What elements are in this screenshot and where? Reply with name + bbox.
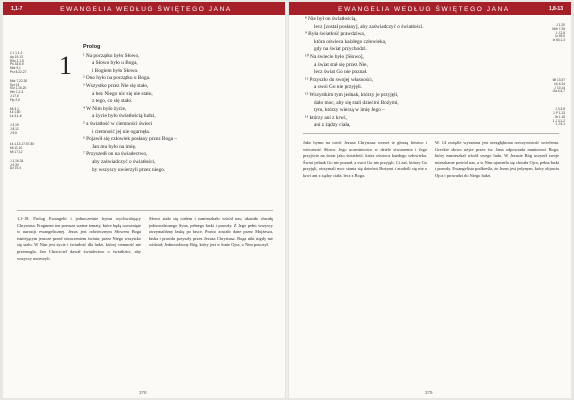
ref: J 10,14 bbox=[554, 85, 565, 90]
verse-line: a Słowo było u Boga, bbox=[92, 60, 138, 67]
ref-group bbox=[10, 143, 34, 154]
right-page bbox=[289, 2, 571, 398]
commentary-paragraph: Słowo stało się ciałem i zamieszkało wśród nas; ukazało chwałę jednorodzonego Syna, pełnego łaski i prawdy. Z Jego pełni wszyscy otrzymaliśmy łaskę po łasce. Prawo zostało dane przez Mojżesza, łaska i prawda przyszły przez Jezusa Chrystusa. Boga nikt nigdy nie widział; Jednorodzony Bóg, który jest w łonie Ojca, o Nim pouczył. bbox=[149, 216, 273, 248]
commentary-column-1 bbox=[17, 216, 141, 262]
ref-group bbox=[10, 80, 34, 103]
ref: Prz 8,22-27 bbox=[10, 69, 27, 74]
ref: Hbr 1,2-3 bbox=[10, 90, 24, 95]
ref: Mt 3,1 bbox=[10, 106, 19, 111]
ref: Mt 11,10 bbox=[10, 146, 23, 151]
verse-line: a swoi Go nie przyjęli. bbox=[314, 84, 363, 91]
verse-line: z tego, co się stało. bbox=[92, 98, 133, 105]
verse-line: ⁵ a światłość w ciemności świeci bbox=[83, 120, 153, 127]
commentary-paragraph: Jako hymn na cześć Jezusa Chrystusa werset te głoszą bóstwo i wieczność Słowa. Jego uczestnictwo w dziele stworzenia i Jego przyjście na świat jako światłość, która oświeca każdego człowieka. Świat jednak Go nie poznał, a swoi Go nie przyjęli. Ci zaś, którzy Go przyjęli, otrzymali moc stania się dziećmi Bożymi i zrodzili się nie z krwi ani z żądzy ciała, lecz z Boga. bbox=[303, 140, 427, 178]
verse-line: ¹⁰ Na świecie było [Słowo], bbox=[305, 53, 364, 60]
verse-line: która oświeca każdego człowieka, bbox=[314, 38, 387, 45]
verse-line: ³ Wszystko przez Nie się stało, bbox=[83, 82, 149, 89]
verse-line: lecz świat Go nie poznał. bbox=[314, 69, 368, 76]
book-title: EWANGELIA WEDŁUG ŚWIĘTEGO JANA bbox=[60, 5, 232, 13]
ref: J 1,20 bbox=[556, 23, 565, 27]
verse-line: ani z żądzy ciała, bbox=[314, 122, 351, 129]
ref-group bbox=[515, 79, 565, 94]
ref: Iz 49,6 bbox=[555, 34, 565, 39]
verse-line: ⁷ Przyszedł on na świadectwo, bbox=[83, 151, 148, 158]
ref: J 1,19-34 bbox=[10, 158, 24, 163]
ref: Iz 60,1-3 bbox=[552, 38, 565, 43]
verse-line: Jan mu było na imię. bbox=[92, 143, 137, 150]
verse-line: ¹¹ Przyszło do swojej własności, bbox=[305, 76, 374, 83]
margin-refs bbox=[10, 52, 34, 171]
chapter-verse-ref: 1,1-7 bbox=[11, 6, 23, 12]
ref: Syr 24 bbox=[10, 82, 20, 87]
ref: J 3,3-8 bbox=[555, 107, 565, 112]
left-page bbox=[3, 2, 285, 398]
verse-line: a bez Niego nic się nie stało, bbox=[92, 90, 153, 97]
verse-line: a życie było światłością ludzi, bbox=[92, 113, 156, 120]
commentary-column-2 bbox=[149, 216, 273, 249]
ref: Ps 33,6-9 bbox=[10, 62, 24, 67]
verse-line: a świat stał się przez Nie, bbox=[314, 61, 368, 68]
verse-line: ² Ono było na początku u Boga. bbox=[83, 75, 151, 82]
ref: 1 J 2,8 bbox=[555, 30, 565, 35]
ref: Ga 4,4-7 bbox=[552, 89, 565, 94]
ref: Jk 1,18 bbox=[554, 114, 565, 119]
verse-line: i ciemność jej nie ogarnęła. bbox=[92, 128, 151, 135]
verse-line: tym, którzy wierzą w imię Jego – bbox=[314, 107, 385, 114]
verse-line: i Bogiem było Słowo. bbox=[92, 67, 139, 74]
divider bbox=[303, 133, 559, 134]
ref: Łk 3,1-6 bbox=[10, 114, 22, 119]
book-title: EWANGELIA WEDŁUG ŚWIĘTEGO JANA bbox=[338, 5, 510, 13]
section-heading: Prolog bbox=[83, 44, 101, 50]
margin-refs bbox=[515, 24, 565, 127]
chapter-dropcap: 1 bbox=[59, 51, 72, 80]
verse-line: ⁴ W Nim było życie, bbox=[83, 105, 127, 112]
ref-group bbox=[515, 24, 565, 43]
ref: Mdr 7,22-30 bbox=[10, 78, 28, 83]
running-head bbox=[289, 2, 571, 15]
verse-line: dało moc, aby się stali dziećmi Bożymi, bbox=[314, 99, 399, 106]
ref: Flp 2,6 bbox=[10, 97, 20, 102]
ref-group bbox=[10, 108, 34, 119]
commentary-paragraph: W. 14 zwięźle wyrażona jest niezgłębiona rzeczywistość wcielenia. Greckie słowo użyte przez św. Jana odpowiada namiotowi Boga, który zamieszkał wśród swego ludu. W Jezusie Bóg uczynił swoje mieszkanie pośród nas, a w Nim ujawniła się chwała Ojca, pełna łaski i prawdy. Ewangelista podkreśla, że Jezus jest jedynym, który objawia Ojca i prowadzi do Niego ludzi. bbox=[435, 140, 559, 178]
verse-line: gdy na świat przychodzi. bbox=[314, 46, 367, 53]
page-number: 379 bbox=[425, 390, 433, 395]
ref-group bbox=[10, 52, 34, 75]
ref: Łk 1,13-17.57-80 bbox=[10, 142, 35, 147]
ref: J 5,33 bbox=[10, 162, 19, 167]
commentary-paragraph: 1,1-18. Prolog Ewangelii i jednocześnie hymn wychwalający Chrystusa. Fragment ten porusza ważne tematy, które będą rozwinięte w narracji ewangelicznej. Jezus jest odwiecznym Słowem Boga istniejącym jeszcze przed stworzeniem świata; przez Niego wszystko się stało. W Nim jest życie i światłość dla ludzi, której ciemność nie przemogła. Jan Chrzciciel dawał świadectwo o światłości, aby wszyscy uwierzyli. bbox=[17, 216, 141, 261]
ref: Mdr 9,1 bbox=[10, 66, 21, 71]
ref: J 17,5 bbox=[10, 93, 19, 98]
verse-line: ¹ Na początku było Słowo, bbox=[83, 52, 140, 59]
divider bbox=[17, 210, 273, 211]
commentary-column-1 bbox=[303, 140, 427, 180]
ref: J 9,5 bbox=[10, 130, 17, 135]
ref: J 8,12 bbox=[10, 126, 19, 131]
running-head bbox=[3, 2, 285, 15]
verse-line: ⁸ Nie był on światłością, bbox=[305, 16, 357, 22]
ref: Łk 1,80 bbox=[10, 110, 21, 115]
verse-line: ⁹ Była światłość prawdziwa, bbox=[305, 31, 366, 38]
verse-line: aby zaświadczyć o światłości, bbox=[92, 158, 156, 165]
ref: Ap 19,13 bbox=[10, 54, 23, 59]
verse-block bbox=[59, 44, 274, 174]
ref-group bbox=[10, 124, 34, 135]
verse-line: ¹² Wszystkim tym jednak, którzy je przyjęli, bbox=[305, 91, 399, 98]
ref: 1 P 1,23 bbox=[553, 110, 565, 115]
verse-line: by wszyscy uwierzyli przez niego. bbox=[92, 166, 166, 173]
ref-group bbox=[515, 108, 565, 127]
ref: Rdz 1,1-5 bbox=[10, 58, 24, 63]
verse-line: lecz [został posłany], aby zaświadczyć o światłości. bbox=[314, 23, 424, 30]
verse-line: ¹³ którzy ani z krwi, bbox=[305, 114, 347, 121]
ref: J 3,19 bbox=[10, 122, 19, 127]
ref: 1 J 5,1 bbox=[555, 122, 565, 127]
ref: Kol 1,15-20 bbox=[10, 86, 27, 91]
verse-block bbox=[305, 16, 505, 130]
ref: Mdr 7,26 bbox=[552, 26, 565, 31]
ref: 1 J 1,1-2 bbox=[10, 51, 23, 55]
ref: Mt 17,12 bbox=[10, 149, 23, 154]
ref: Dz 19,4 bbox=[10, 166, 21, 171]
chapter-verse-ref: 1,8-13 bbox=[548, 6, 563, 12]
ref: Mt 13,57 bbox=[552, 77, 565, 82]
ref: Łk 4,24 bbox=[554, 81, 565, 86]
commentary-column-2 bbox=[435, 140, 559, 180]
verse-line: ⁶ Pojawił się człowiek posłany przez Boga – bbox=[83, 136, 178, 143]
ref-group bbox=[10, 160, 34, 171]
page-number: 378 bbox=[139, 390, 147, 395]
ref: 1 J 3,1-2 bbox=[552, 118, 565, 123]
